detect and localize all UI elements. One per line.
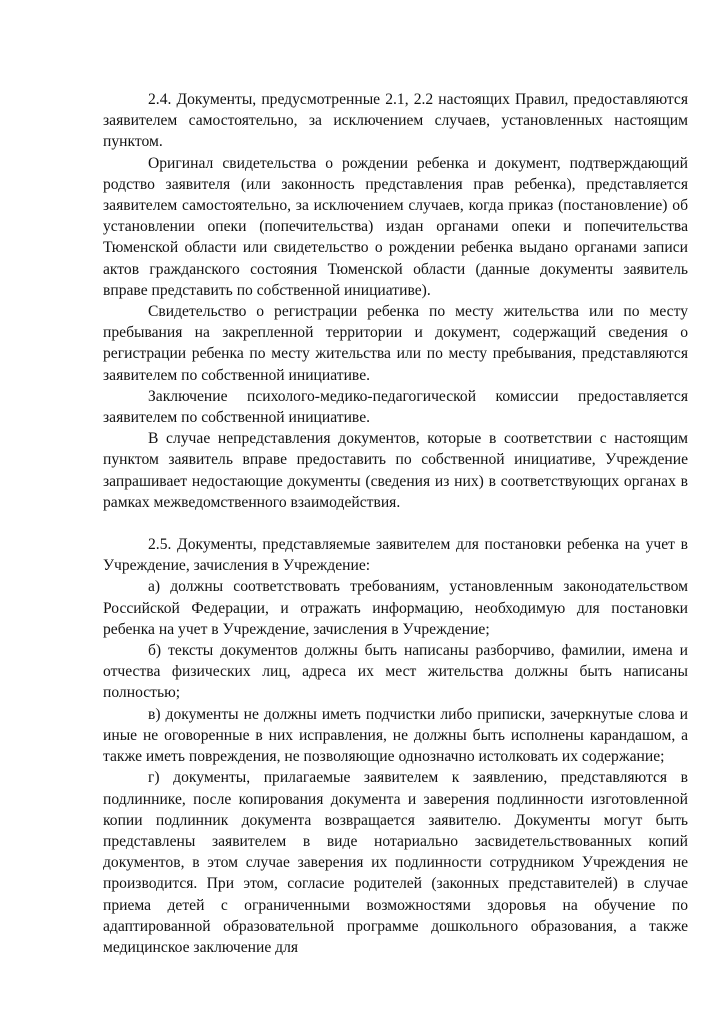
- paragraph-2-4: 2.4. Документы, предусмотренные 2.1, 2.2 настоящих Правил, предоставляются заявителем самостоятельно, за исключением случаев, установленных настоящим пунктом.: [103, 91, 688, 151]
- list-item-g: г) документы, прилагаемые заявителем к заявлению, представляются в подлиннике, после копирования документа и заверения подлинности изготовленной копии подлинник документа возвращается заявителю. Документы могут быть представлены заявителем в виде нотариально засвидетельствованных копий документов, в этом случае заверения их подлинности сотрудником Учреждения не производится. При этом, согласие родителей (законных представителей) в случае приема детей с ограниченными возможностями здоровья на обучение по адаптированной образовательной программе дошкольного образования, а также медицинское заключение для: [103, 769, 688, 956]
- list-item-v: в) документы не должны иметь подчистки либо приписки, зачеркнутые слова и иные не оговоренные в них исправления, не должны быть исполнены карандашом, а также иметь повреждения, не позволяющие однозначно истолковать их содержание;: [103, 705, 688, 766]
- section-spacer: [103, 513, 688, 534]
- paragraph-interagency-request: В случае непредставления документов, которые в соответствии с настоящим пунктом заявитель вправе предоставить по собственной инициативе, Учреждение запрашивает недостающие документы (сведения из них) в соответствующих органах в рамках межведомственного взаимодействия.: [103, 430, 688, 511]
- list-item-b: б) тексты документов должны быть написаны разборчиво, фамилии, имена и отчества физических лиц, адреса их мест жительства должны быть написаны полностью;: [103, 642, 688, 702]
- document-body: [103, 89, 688, 958]
- paragraph-2-5: 2.5. Документы, представляемые заявителем для постановки ребенка на учет в Учреждение, зачисления в Учреждение:: [103, 536, 688, 575]
- paragraph-original-certificate: Оригинал свидетельства о рождении ребенка и документ, подтверждающий родство заявителя (или законность представления прав ребенка), представляется заявителем самостоятельно, за исключением случаев, когда приказ (постановление) об установлении опеки (попечительства) издан органами опеки и попечительства Тюменской области или свидетельство о рождении ребенка выдано органами записи актов гражданского состояния Тюменской области (данные документы заявитель вправе представить по собственной инициативе).: [103, 154, 688, 299]
- paragraph-registration-certificate: Свидетельство о регистрации ребенка по месту жительства или по месту пребывания на закрепленной территории и документ, содержащий сведения о регистрации ребенка по месту жительства или по месту пребывания, представляются заявителем по собственной инициативе.: [103, 303, 688, 384]
- paragraph-pmpk-conclusion: Заключение психолого-медико-педагогической комиссии предоставляется заявителем по собственной инициативе.: [103, 387, 688, 427]
- list-item-a: а) должны соответствовать требованиям, установленным законодательством Российской Федерации, и отражать информацию, необходимую для постановки ребенка на учет в Учреждение, зачисления в Учреждение;: [103, 578, 688, 638]
